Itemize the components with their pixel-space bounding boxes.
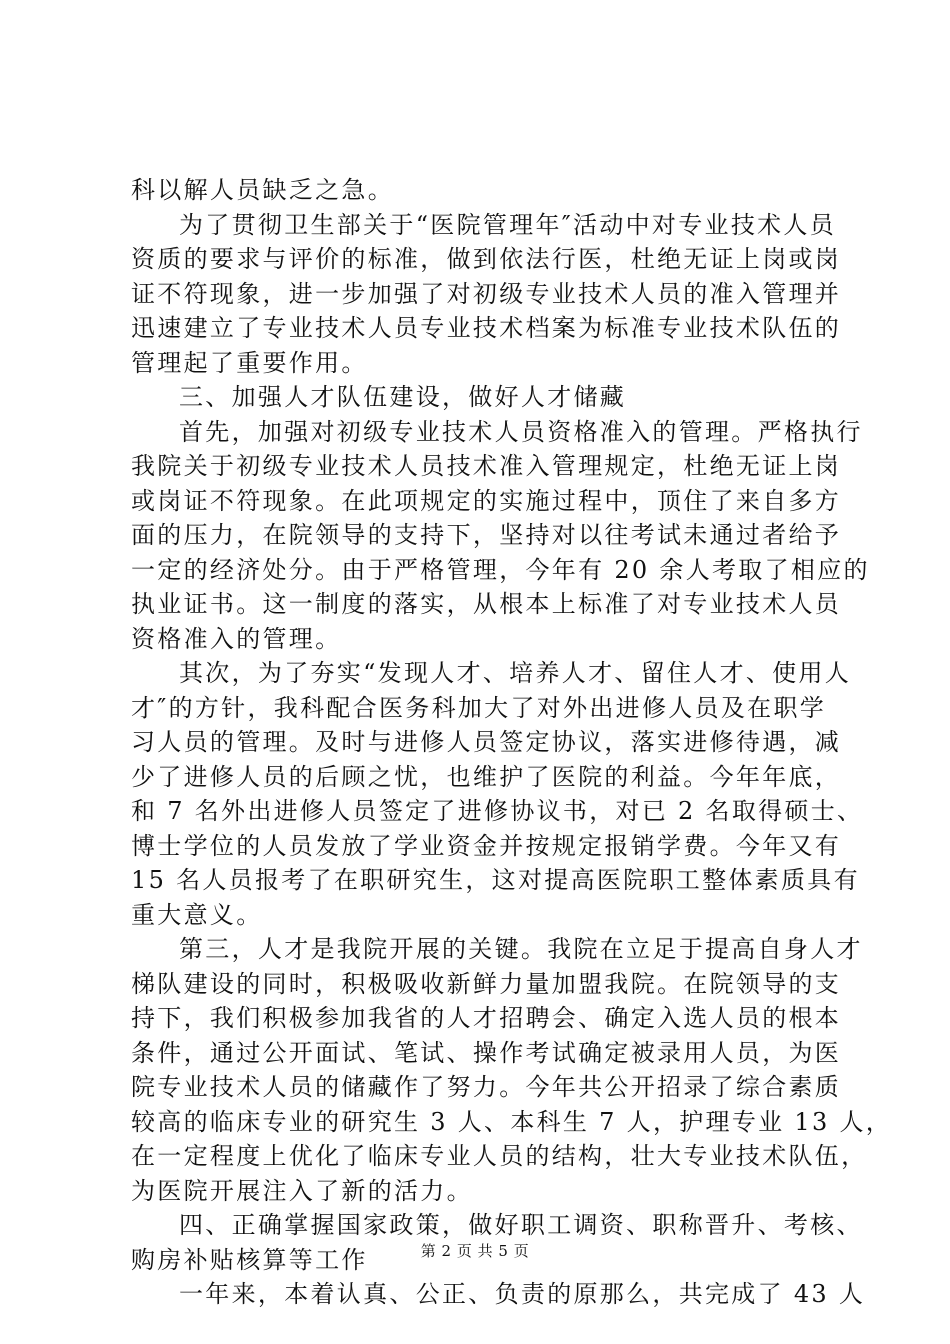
page-footer: 第 2 页 共 5 页 — [420, 1242, 530, 1260]
text-line: 三、加强人才队伍建设，做好人才储藏 — [179, 383, 627, 411]
text-line: 一定的经济处分。由于严格管理，今年有 20 余人考取了相应的 — [131, 555, 870, 584]
text-line: 为了贯彻卫生部关于“医院管理年″活动中对专业技术人员 — [179, 210, 837, 239]
text-line: 少了进修人员的后顾之忧，也维护了医院的利益。今年年底， — [131, 762, 842, 791]
text-line: 资质的要求与评价的标准，做到依法行医，杜绝无证上岗或岗 — [131, 245, 842, 273]
text-line: 在一定程度上优化了临床专业人员的结构，壮大专业技术队伍， — [131, 1142, 868, 1170]
text-line: 四、正确掌握国家政策，做好职工调资、职称晋升、考核、 — [179, 1211, 863, 1239]
text-line: 持下，我们积极参加我省的人才招聘会、确定入选人员的根本 — [131, 1004, 842, 1032]
text-line: 较高的临床专业的研究生 3 人、本科生 7 人，护理专业 13 人， — [131, 1107, 893, 1136]
text-line: 我院关于初级专业技术人员技术准入管理规定，杜绝无证上岗 — [131, 452, 842, 480]
text-line: 面的压力，在院领导的支持下，坚持对以往考试未通过者给予 — [131, 521, 842, 549]
text-line: 博士学位的人员发放了学业资金并按规定报销学费。今年又有 — [131, 831, 842, 860]
text-line: 条件，通过公开面试、笔试、操作考试确定被录用人员，为医 — [131, 1038, 842, 1067]
text-line: 证不符现象，进一步加强了对初级专业技术人员的准入管理并 — [131, 279, 842, 308]
text-line: 习人员的管理。及时与进修人员签定协议，落实进修待遇，减 — [131, 728, 842, 756]
text-line: 购房补贴核算等工作 — [131, 1245, 368, 1274]
text-line: 或岗证不符现象。在此项规定的实施过程中，顶住了来自多方 — [131, 486, 842, 515]
text-line: 第三，人才是我院开展的关键。我院在立足于提高自身人才 — [179, 935, 863, 963]
text-line: 梯队建设的同时，积极吸收新鲜力量加盟我院。在院领导的支 — [131, 969, 842, 998]
text-line: 院专业技术人员的储藏作了努力。今年共公开招录了综合素质 — [131, 1073, 842, 1101]
text-line: 科以解人员缺乏之急。 — [131, 176, 394, 204]
text-line: 其次，为了夯实“发现人才、培养人才、留住人才、使用人 — [179, 659, 852, 687]
text-line: 执业证书。这一制度的落实，从根本上标准了对专业技术人员 — [131, 590, 842, 618]
text-line: 迅速建立了专业技术人员专业技术档案为标准专业技术队伍的 — [131, 314, 842, 342]
document-body — [131, 173, 893, 1312]
text-line: 一年来，本着认真、公正、负责的原那么，共完成了 43 人 — [179, 1280, 866, 1308]
text-line: 为医院开展注入了新的活力。 — [131, 1176, 473, 1205]
text-line: 管理起了重要作用。 — [131, 348, 368, 377]
text-line: 首先，加强对初级专业技术人员资格准入的管理。严格执行 — [179, 417, 863, 446]
text-line: 资格准入的管理。 — [131, 624, 342, 653]
text-line: 才″的方针，我科配合医务科加大了对外出进修人员及在职学 — [131, 693, 827, 722]
text-line: 重大意义。 — [131, 900, 263, 929]
text-line: 15 名人员报考了在职研究生，这对提高医院职工整体素质具有 — [131, 866, 860, 894]
text-line: 和 7 名外出进修人员签定了进修协议书，对已 2 名取得硕士、 — [131, 797, 864, 825]
